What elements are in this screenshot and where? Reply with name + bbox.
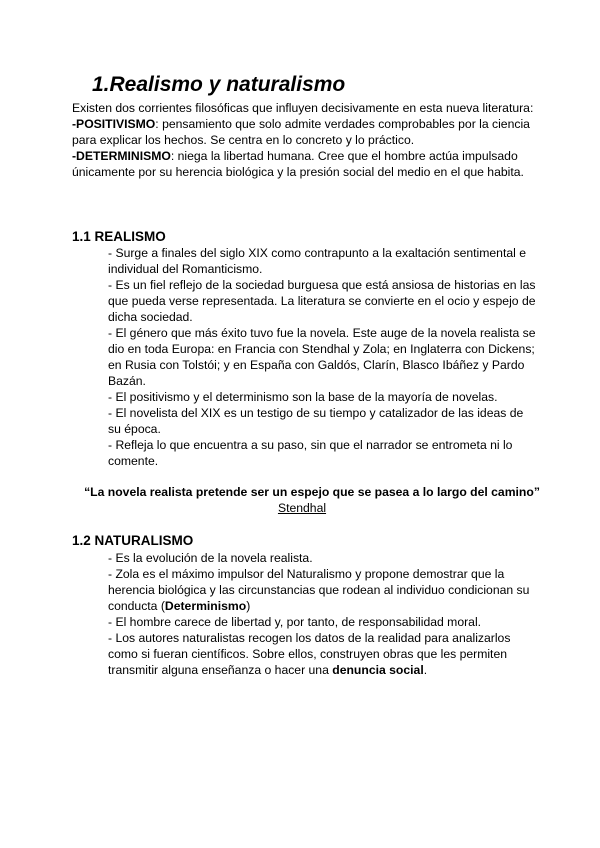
naturalismo-list <box>108 550 538 678</box>
realismo-heading: 1.1 REALISMO <box>72 229 166 244</box>
list-item: - Surge a finales del siglo XIX como contrapunto a la exaltación sentimental e individual del Romanticismo. <box>108 246 526 276</box>
list-item: - El hombre carece de libertad y, por tanto, de responsabilidad moral. <box>108 615 482 629</box>
positivismo-term: -POSITIVISMO <box>72 117 156 131</box>
stendhal-quote: “La novela realista pretende ser un espejo que se pasea a lo largo del camino” <box>84 485 540 499</box>
list-item-text: . <box>423 663 428 677</box>
determinismo-term: -DETERMINISMO <box>72 149 171 163</box>
positivismo-text: : pensamiento que solo admite verdades comprobables por la ciencia para explicar los hechos. Se centra en lo concreto y lo práctico. <box>72 117 530 147</box>
naturalismo-heading: 1.2 NATURALISMO <box>72 533 194 548</box>
intro-section <box>72 100 542 180</box>
list-item: - El novelista del XIX es un testigo de su tiempo y catalizador de las ideas de su época. <box>108 406 524 436</box>
list-item-text: - Los autores naturalistas recogen los datos de la realidad para analizarlos como si fueran científicos. Sobre ellos, construyen obras que les permiten transmitir alguna enseñanza o hacer una <box>108 631 511 677</box>
list-item: - Refleja lo que encuentra a su paso, sin que el narrador se entrometa ni lo comente. <box>108 438 513 468</box>
intro-paragraph: Existen dos corrientes filosóficas que influyen decisivamente en esta nueva literatura: <box>72 101 534 115</box>
list-item: - Es la evolución de la novela realista. <box>108 551 313 565</box>
list-item <box>108 630 538 678</box>
determinismo-definition <box>72 148 542 180</box>
page-title: 1.Realismo y naturalismo <box>92 73 346 96</box>
list-item: - El género que más éxito tuvo fue la novela. Este auge de la novela realista se dio en toda Europa: en Francia con Stendhal y Zola; en Inglaterra con Dickens; en Rusia con Tolstói; y en España con Galdós, Clarín, Blasco Ibáñez y Pardo Bazán. <box>108 326 536 388</box>
positivismo-definition <box>72 116 542 148</box>
determinismo-text: : niega la libertad humana. Cree que el hombre actúa impulsado únicamente por su herencia biológica y la presión social del medio en el que habita. <box>72 149 524 179</box>
quote-author: Stendhal <box>277 501 327 515</box>
denuncia-social-emphasis: denuncia social <box>332 663 424 677</box>
list-item: - Es un fiel reflejo de la sociedad burguesa que está ansiosa de historias en las que pueda verse representada. La literatura se convierte en el ocio y espejo de dicha sociedad. <box>108 278 536 324</box>
list-item-text: ) <box>246 599 251 613</box>
realismo-list <box>108 245 538 469</box>
list-item-text: - Zola es el máximo impulsor del Naturalismo y propone demostrar que la herencia biológica y las circunstancias que rodean al individuo condicionan su conducta ( <box>108 567 530 613</box>
determinismo-emphasis: Determinismo <box>164 599 247 613</box>
list-item <box>108 566 538 614</box>
list-item: - El positivismo y el determinismo son la base de la mayoría de novelas. <box>108 390 498 404</box>
